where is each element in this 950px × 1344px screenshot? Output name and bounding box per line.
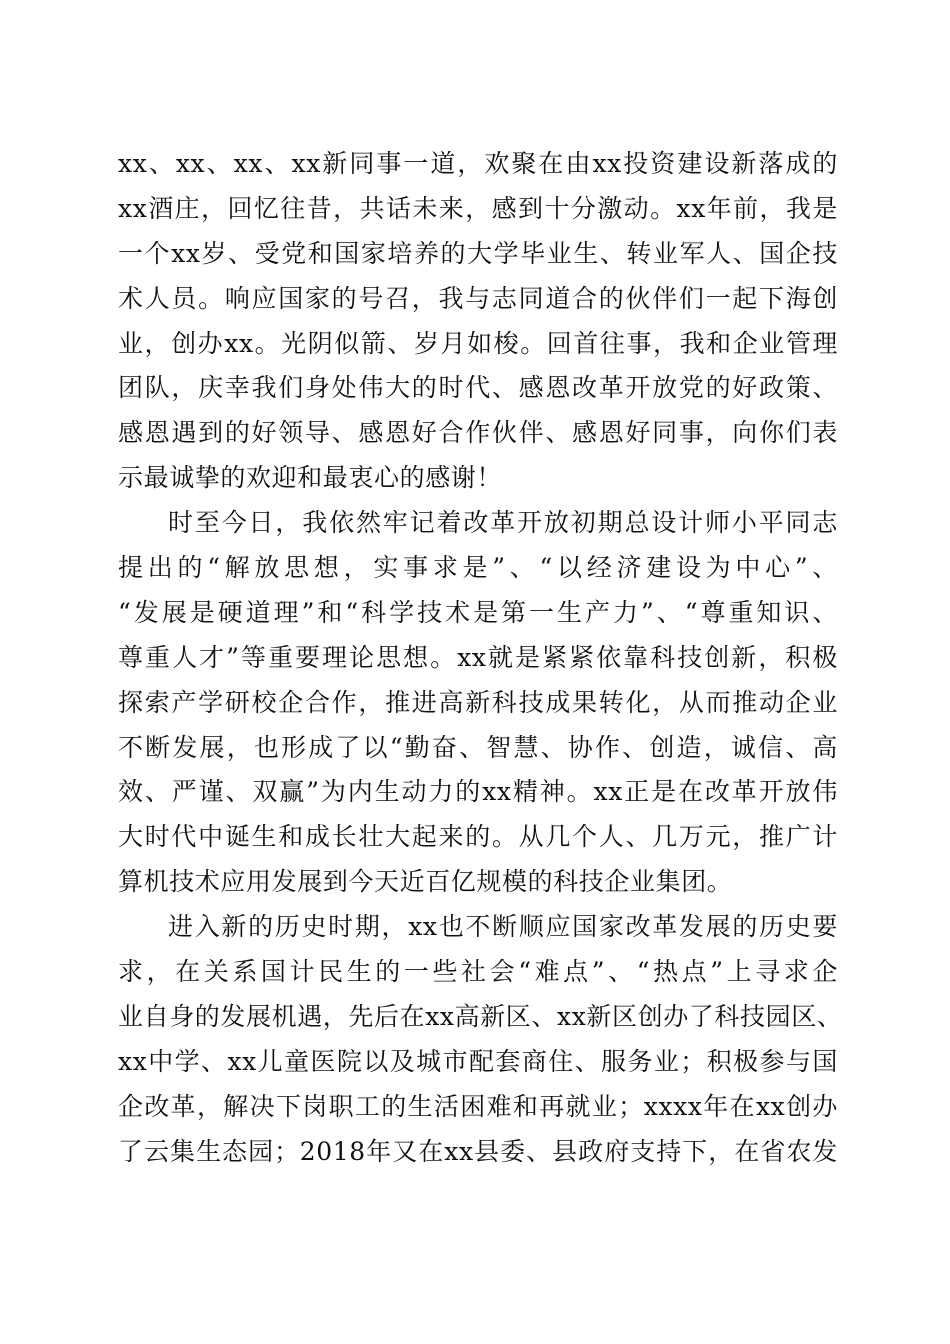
paragraph-2-line-8: 大时代中诞生和成长壮大起来的。从几个人、几万元，推广计 bbox=[118, 822, 838, 852]
paragraph-1-line-8: 示最诚挚的欢迎和最衷心的感谢！ bbox=[118, 463, 503, 493]
paragraph-1-line-2: xx酒庄，回忆往昔，共话未来，感到十分激动。xx年前，我是 bbox=[118, 193, 838, 223]
document-body bbox=[118, 142, 843, 1174]
paragraph-2-line-7: 效、严谨、双赢”为内生动力的xx精神。xx正是在改革开放伟 bbox=[118, 777, 838, 807]
paragraph-2-line-2: 提出的“解放思想，实事求是”、“以经济建设为中心”、 bbox=[118, 553, 838, 583]
paragraph-2-line-1: 时至今日，我依然牢记着改革开放初期总设计师小平同志 bbox=[168, 508, 838, 538]
paragraph-1-line-7: 感恩遇到的好领导、感恩好合作伙伴、感恩好同事，向你们表 bbox=[118, 418, 838, 448]
paragraph-2-line-3: “发展是硬道理”和“科学技术是第一生产力”、“尊重知识、 bbox=[118, 597, 838, 627]
paragraph-1-line-4: 术人员。响应国家的号召，我与志同道合的伙伴们一起下海创 bbox=[118, 283, 838, 313]
paragraph-3-line-1: 进入新的历史时期，xx也不断顺应国家改革发展的历史要 bbox=[168, 912, 838, 942]
paragraph-1-line-5: 业，创办xx。光阴似箭、岁月如梭。回首往事，我和企业管理 bbox=[118, 328, 838, 358]
paragraph-2-line-4: 尊重人才”等重要理论思想。xx就是紧紧依靠科技创新，积极 bbox=[118, 642, 838, 672]
paragraph-2-line-6: 不断发展，也形成了以“勤奋、智慧、协作、创造，诚信、高 bbox=[118, 732, 838, 762]
paragraph-2-line-9: 算机技术应用发展到今天近百亿规模的科技企业集团。 bbox=[118, 867, 733, 897]
paragraph-3-line-4: xx中学、xx儿童医院以及城市配套商住、服务业；积极参与国 bbox=[118, 1046, 838, 1076]
paragraph-3-line-2: 求，在关系国计民生的一些社会“难点”、“热点”上寻求企 bbox=[118, 957, 838, 987]
paragraph-1-line-6: 团队，庆幸我们身处伟大的时代、感恩改革开放党的好政策、 bbox=[118, 373, 838, 403]
paragraph-1-line-1: xx、xx、xx、xx新同事一道，欢聚在由xx投资建设新落成的 bbox=[118, 149, 838, 178]
paragraph-3-line-6: 了云集生态园；2018年又在xx县委、县政府支持下，在省农发 bbox=[118, 1136, 838, 1166]
paragraph-2-line-5: 探索产学研校企合作，推进高新科技成果转化，从而推动企业 bbox=[118, 687, 838, 717]
paragraph-3-line-3: 业自身的发展机遇，先后在xx高新区、xx新区创办了科技园区、 bbox=[118, 1001, 843, 1031]
paragraph-1-line-3: 一个xx岁、受党和国家培养的大学毕业生、转业军人、国企技 bbox=[118, 238, 838, 268]
paragraph-3-line-5: 企改革，解决下岗职工的生活困难和再就业；xxxx年在xx创办 bbox=[118, 1091, 838, 1121]
